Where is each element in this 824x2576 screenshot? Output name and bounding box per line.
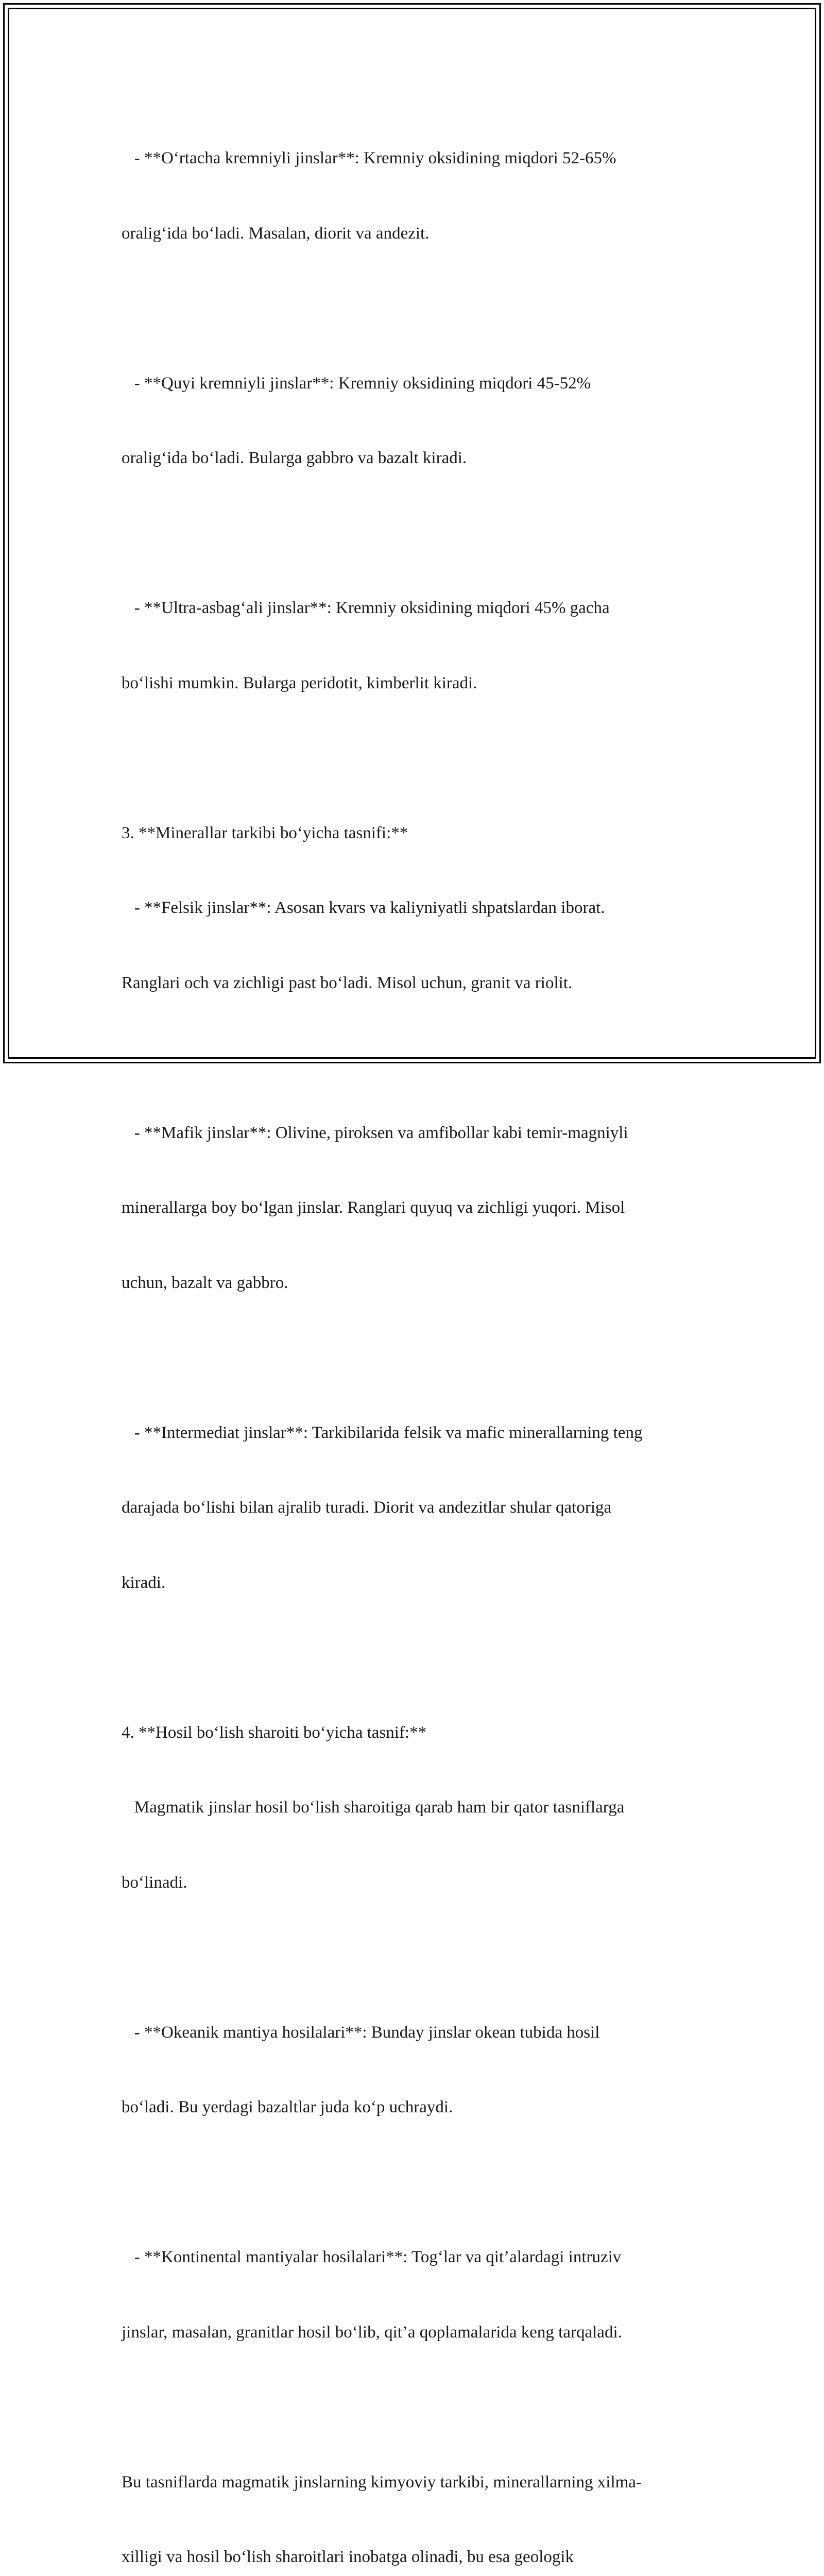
paragraph-conclusion [122,2420,709,2576]
paragraph-ortacha-kremniyli [122,96,709,296]
text-line: bo‘ladi. Bu yerdagi bazaltlar juda ko‘p uchraydi. [122,2095,709,2120]
section-minerallar-tarkibi [122,771,709,1046]
text-line: bo‘linadi. [122,1870,709,1895]
text-line: - **Ultra-asbag‘ali jinslar**: Kremniy oksidining miqdori 45% gacha [122,596,709,621]
text-line: oralig‘ida bo‘ladi. Bularga gabbro va bazalt kiradi. [122,446,709,471]
text-line: Ranglari och va zichligi past bo‘ladi. Misol uchun, granit va riolit. [122,971,709,996]
section-heading: 3. **Minerallar tarkibi bo‘yicha tasnifi:** [122,821,709,846]
paragraph-okeanik-mantiya [122,1970,709,2170]
text-line: jinslar, masalan, granitlar hosil bo‘lib, qit’a qoplamalarida keng tarqaladi. [122,2320,709,2345]
text-line: - **O‘rtacha kremniyli jinslar**: Kremniy oksidining miqdori 52-65% [122,146,709,171]
paragraph-kontinental-mantiya [122,2195,709,2395]
text-line: Bu tasniflarda magmatik jinslarning kimyoviy tarkibi, minerallarning xilma- [122,2470,709,2495]
section-heading: 4. **Hosil bo‘lish sharoiti bo‘yicha tasnif:** [122,1720,709,1745]
text-line: bo‘lishi mumkin. Bularga peridotit, kimberlit kiradi. [122,671,709,696]
paragraph-quyi-kremniyli [122,321,709,521]
text-line: - **Okeanik mantiya hosilalari**: Bunday jinslar okean tubida hosil [122,2020,709,2045]
text-line: - **Kontinental mantiyalar hosilalari**: Tog‘lar va qit’alardagi intruziv [122,2245,709,2270]
text-line: xilligi va hosil bo‘lish sharoitlari inobatga olinadi, bu esa geologik [122,2545,709,2570]
paragraph-ultra-asbagali [122,546,709,745]
text-line: kiradi. [122,1570,709,1596]
paragraph-intermediat-jinslar [122,1370,709,1646]
text-line: oralig‘ida bo‘ladi. Masalan, diorit va andezit. [122,221,709,246]
text-line: uchun, bazalt va gabbro. [122,1270,709,1296]
text-line: - **Intermediat jinslar**: Tarkibilarida felsik va mafic minerallarning teng [122,1420,709,1446]
document-body [122,96,709,2576]
paragraph-mafik-jinslar [122,1071,709,1346]
text-line: - **Mafik jinslar**: Olivine, piroksen va amfibollar kabi temir-magniyli [122,1121,709,1146]
text-line: - **Quyi kremniyli jinslar**: Kremniy oksidining miqdori 45-52% [122,371,709,396]
text-line: Magmatik jinslar hosil bo‘lish sharoitiga qarab ham bir qator tasniflarga [122,1795,709,1820]
section-hosil-bolish-sharoiti [122,1670,709,1945]
text-line: darajada bo‘lishi bilan ajralib turadi. Diorit va andezitlar shular qatoriga [122,1495,709,1520]
text-line: - **Felsik jinslar**: Asosan kvars va kaliyniyatli shpatslardan iborat. [122,895,709,921]
text-line: minerallarga boy bo‘lgan jinslar. Ranglari quyuq va zichligi yuqori. Misol [122,1195,709,1221]
